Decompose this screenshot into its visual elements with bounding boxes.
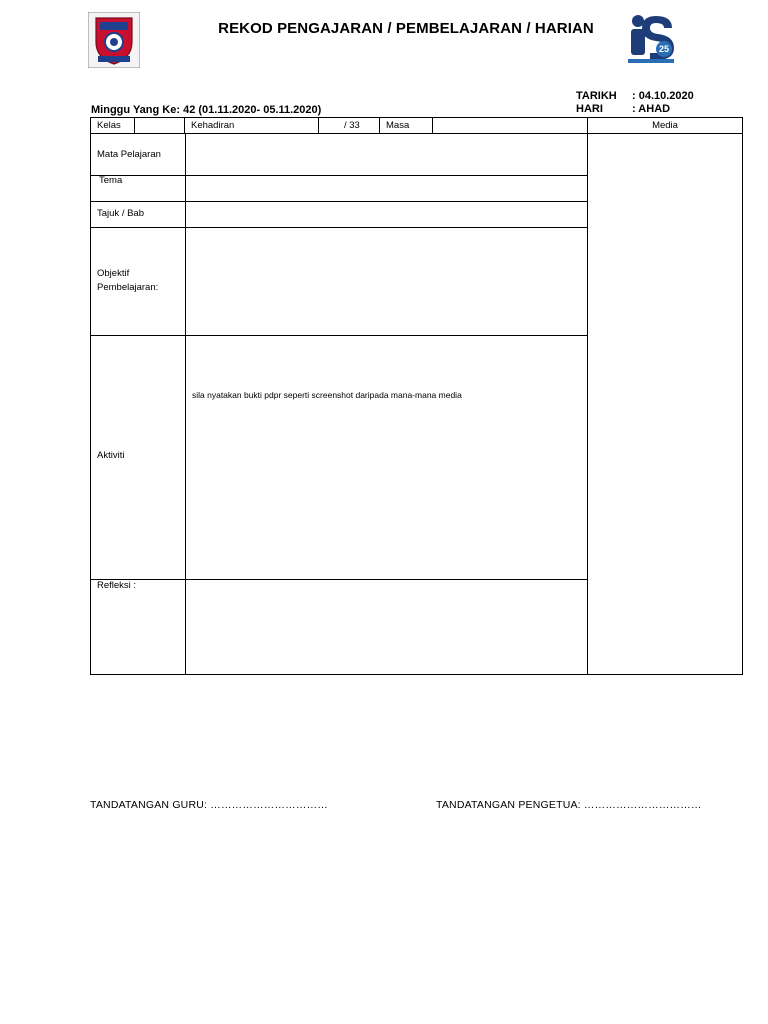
week-label: Minggu Yang Ke: 42 (01.11.2020- 05.11.2020) <box>91 104 322 116</box>
refleksi-label-cell <box>90 579 186 675</box>
hari-value: : AHAD <box>632 103 671 115</box>
tema-label: Tema <box>99 175 123 186</box>
kehadiran-label: Kehadiran <box>191 120 235 131</box>
signature-guru: TANDATANGAN GURU: …………………………… <box>90 799 328 811</box>
aktiviti-label: Aktiviti <box>97 450 125 461</box>
media-field[interactable] <box>587 133 743 675</box>
kelas-value-cell[interactable] <box>134 117 185 134</box>
tajuk-field[interactable] <box>185 201 588 228</box>
signature-pengetua: TANDATANGAN PENGETUA: …………………………… <box>436 799 702 811</box>
aktiviti-field[interactable] <box>185 335 588 580</box>
tema-field[interactable] <box>185 175 588 202</box>
objektif-label-line1: Objektif <box>97 268 130 279</box>
hari-label: HARI <box>576 103 603 115</box>
tajuk-label: Tajuk / Bab <box>97 208 144 219</box>
media-label: Media <box>652 120 678 131</box>
objektif-label-line2: Pembelajaran: <box>97 282 159 293</box>
attendance-total: / 33 <box>344 120 360 131</box>
school-crest-logo <box>88 12 140 68</box>
kelas-label: Kelas <box>97 120 121 131</box>
page-title: REKOD PENGAJARAN / PEMBELAJARAN / HARIAN <box>218 20 594 37</box>
refleksi-field[interactable] <box>185 579 588 675</box>
date-block <box>576 90 694 116</box>
mata-pelajaran-field[interactable] <box>185 133 588 176</box>
objektif-field[interactable] <box>185 227 588 336</box>
svg-text:25: 25 <box>658 44 670 54</box>
tarikh-label: TARIKH <box>576 90 617 102</box>
masa-value-cell[interactable] <box>432 117 588 134</box>
aktiviti-note: sila nyatakan bukti pdpr seperti screenshot daripada mana-mana media <box>192 390 462 400</box>
mata-pelajaran-label: Mata Pelajaran <box>97 149 161 160</box>
pdpr-25-logo <box>626 12 676 64</box>
tarikh-value: : 04.10.2020 <box>632 90 694 102</box>
refleksi-label: Refleksi : <box>97 580 137 591</box>
masa-label: Masa <box>386 120 410 131</box>
